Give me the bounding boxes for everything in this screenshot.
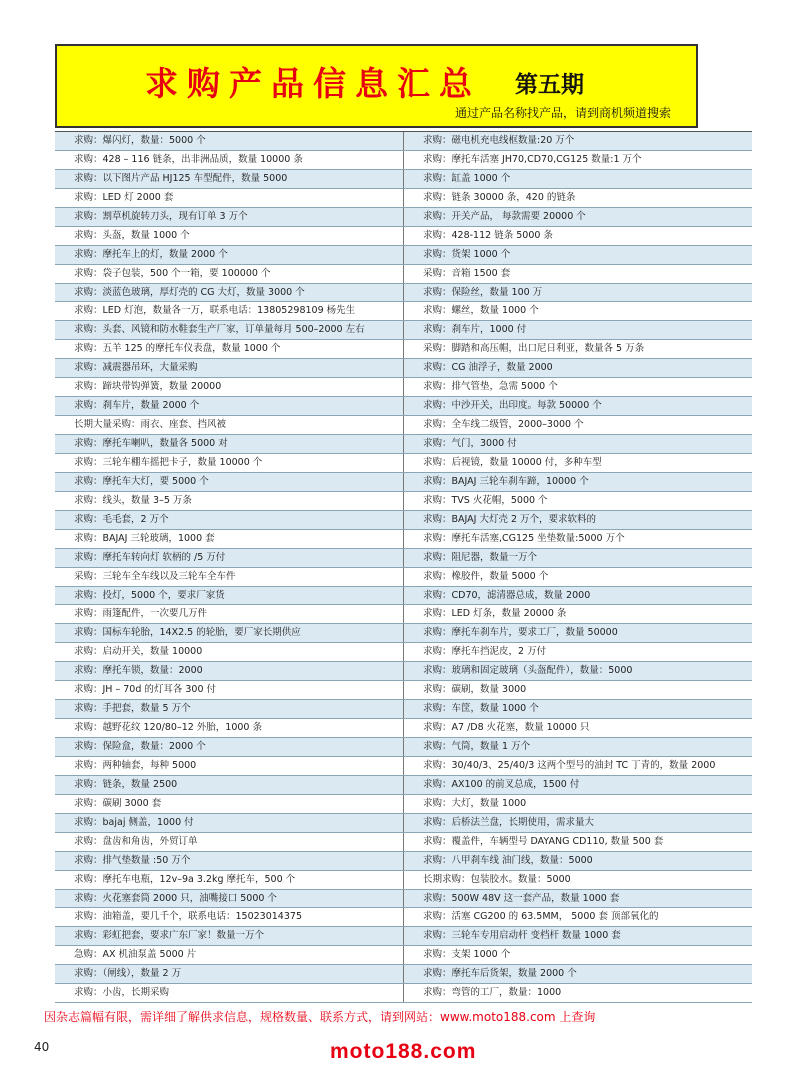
request-right: 求购：气筒，数量 1 万个 [403, 738, 752, 756]
request-left: 求购：三轮车棚车摇把卡子，数量 10000 个 [55, 454, 403, 472]
request-right: 求购：玻璃和固定玻璃（头盔配件），数量：5000 [403, 662, 752, 680]
request-left: 求购：bajaj 侧盖，1000 付 [55, 814, 403, 832]
table-row [55, 359, 752, 378]
table-row [55, 833, 752, 852]
request-left: 急购：AX 机油泵盖 5000 片 [55, 946, 403, 964]
issue-label: 第五期 [515, 72, 584, 98]
table-row [55, 643, 752, 662]
table-row [55, 397, 752, 416]
request-right: 求购：摩托车活塞 JH70,CD70,CG125 数量:1 万个 [403, 151, 752, 169]
request-left: 求购：摩托车上的灯，数量 2000 个 [55, 246, 403, 264]
request-left: 求购：碳刷 3000 套 [55, 795, 403, 813]
table-row [55, 473, 752, 492]
request-right: 求购：AX100 的前叉总成，1500 付 [403, 776, 752, 794]
request-left: 求购：毛毛套，2 万个 [55, 511, 403, 529]
request-left: 求购：428 – 116 链条，出非洲品质，数量 10000 条 [55, 151, 403, 169]
table-row [55, 568, 752, 587]
request-left: 求购：彩虹把套，要求广东厂家！数量一万个 [55, 927, 403, 945]
request-right: 求购：缸盖 1000 个 [403, 170, 752, 188]
request-right: 求购：阻尼器，数量一万个 [403, 549, 752, 567]
table-row [55, 321, 752, 340]
table-row [55, 454, 752, 473]
request-right: 求购：CD70，滤清器总成，数量 2000 [403, 587, 752, 605]
table-row [55, 284, 752, 303]
table-row [55, 132, 752, 151]
request-left: 求购：LED 灯泡，数量各一万，联系电话：13805298109 杨先生 [55, 302, 403, 320]
requests-table [55, 131, 752, 1003]
table-row [55, 378, 752, 397]
table-row [55, 246, 752, 265]
request-right: 求购：排气管垫，急需 5000 个 [403, 378, 752, 396]
request-left: 求购：启动开关，数量 10000 [55, 643, 403, 661]
table-row [55, 738, 752, 757]
table-row [55, 965, 752, 984]
page-title: 求购产品信息汇总 [145, 64, 481, 103]
table-row [55, 776, 752, 795]
table-row [55, 681, 752, 700]
request-left: 求购：减震器吊环，大量采购 [55, 359, 403, 377]
table-row [55, 927, 752, 946]
request-left: 求购：火花塞套筒 2000 只，油嘴接口 5000 个 [55, 890, 403, 908]
request-left: 求购：以下图片产品 HJ125 车型配件，数量 5000 [55, 170, 403, 188]
table-row [55, 852, 752, 871]
request-right: 求购：摩托车挡泥皮，2 万付 [403, 643, 752, 661]
table-row [55, 227, 752, 246]
table-row [55, 530, 752, 549]
request-right: 求购：CG 油浮子，数量 2000 [403, 359, 752, 377]
request-right: 采购：脚踏和高压帽，出口尼日利亚，数量各 5 万条 [403, 340, 752, 358]
table-row [55, 890, 752, 909]
page-number: 40 [34, 1040, 50, 1054]
request-right: 求购：弯管的工厂，数量：1000 [403, 984, 752, 1002]
request-right: 求购：中沙开关，出印度。每款 50000 个 [403, 397, 752, 415]
request-right: 求购：428-112 链条 5000 条 [403, 227, 752, 245]
table-row [55, 302, 752, 321]
table-row [55, 492, 752, 511]
request-left: 长期大量采购：雨衣、座套、挡风被 [55, 416, 403, 434]
request-left: 求购：雨篷配件，一次要几万件 [55, 605, 403, 623]
request-left: 求购：摩托车锁，数量：2000 [55, 662, 403, 680]
request-left: 求购：BAJAJ 三轮玻璃，1000 套 [55, 530, 403, 548]
request-right: 求购：橡胶件，数量 5000 个 [403, 568, 752, 586]
request-left: 求购：爆闪灯，数量：5000 个 [55, 132, 403, 150]
request-right: 求购：螺丝，数量 1000 个 [403, 302, 752, 320]
table-row [55, 549, 752, 568]
footer-note: 因杂志篇幅有限，需详细了解供求信息，规格数量、联系方式，请到网站：www.moto188.com 上查询 [44, 1010, 596, 1024]
request-right: 求购：开关产品， 每款需要 20000 个 [403, 208, 752, 226]
table-row [55, 624, 752, 643]
request-right: 求购：A7 /D8 火花塞，数量 10000 只 [403, 719, 752, 737]
request-right: 求购：三轮车专用启动杆 变档杆 数量 1000 套 [403, 927, 752, 945]
request-left: 求购：五羊 125 的摩托车仪表盘，数量 1000 个 [55, 340, 403, 358]
table-row [55, 605, 752, 624]
request-right: 求购：全车线二级管，2000–3000 个 [403, 416, 752, 434]
table-row [55, 170, 752, 189]
request-right: 求购：摩托车活塞,CG125 坐垫数量:5000 万个 [403, 530, 752, 548]
table-row [55, 340, 752, 359]
table-row [55, 189, 752, 208]
header-banner [55, 44, 698, 128]
table-row [55, 795, 752, 814]
request-right: 求购：活塞 CG200 的 63.5MM， 5000 套 顶部氧化的 [403, 908, 752, 926]
request-right: 求购：刹车片，1000 付 [403, 321, 752, 339]
request-left: 求购：盘齿和角齿，外贸订单 [55, 833, 403, 851]
request-left: 求购：LED 灯 2000 套 [55, 189, 403, 207]
request-right: 求购：碳刷，数量 3000 [403, 681, 752, 699]
request-right: 求购：气门，3000 付 [403, 435, 752, 453]
table-row [55, 416, 752, 435]
request-right: 求购：TVS 火花帽，5000 个 [403, 492, 752, 510]
request-left: 求购：摩托车喇叭，数量各 5000 对 [55, 435, 403, 453]
request-left: 求购：割草机旋转刀头，现有订单 3 万个 [55, 208, 403, 226]
table-row [55, 662, 752, 681]
request-left: 求购：手把套，数量 5 万个 [55, 700, 403, 718]
request-left: 求购：线头，数量 3–5 万条 [55, 492, 403, 510]
search-hint: 通过产品名称找产品，请到商机频道搜索 [455, 106, 672, 120]
request-left: 求购：袋子包装，500 个一箱，要 100000 个 [55, 265, 403, 283]
request-left: 求购：国标车轮胎，14X2.5 的轮胎，要厂家长期供应 [55, 624, 403, 642]
request-right: 求购：支架 1000 个 [403, 946, 752, 964]
request-left: 求购：越野花纹 120/80–12 外胎，1000 条 [55, 719, 403, 737]
request-right: 求购：八甲刹车线 油门线，数量：5000 [403, 852, 752, 870]
table-row [55, 984, 752, 1003]
request-left: 求购：投灯，5000 个，要求厂家货 [55, 587, 403, 605]
request-left: 求购：摩托车电瓶，12v–9a 3.2kg 摩托车，500 个 [55, 871, 403, 889]
request-left: 求购：蹄块带钩弹簧，数量 20000 [55, 378, 403, 396]
brand-logo[interactable]: moto188.com [330, 1040, 477, 1063]
table-row [55, 511, 752, 530]
request-left: 求购：两种轴套，每种 5000 [55, 757, 403, 775]
request-left: 求购：头套、风镜和防水鞋套生产厂家，订单量每月 500–2000 左右 [55, 321, 403, 339]
request-left: 求购：摩托车转向灯 软柄的 /5 万付 [55, 549, 403, 567]
table-row [55, 208, 752, 227]
table-row [55, 435, 752, 454]
request-right: 求购：覆盖件，车辆型号 DAYANG CD110, 数量 500 套 [403, 833, 752, 851]
request-left: 求购：淡蓝色玻璃，厚灯壳的 CG 大灯，数量 3000 个 [55, 284, 403, 302]
table-row [55, 265, 752, 284]
request-right: 求购：大灯，数量 1000 [403, 795, 752, 813]
request-left: 采购：三轮车全车线以及三轮车全车件 [55, 568, 403, 586]
request-left: 求购：油箱盖，要几千个，联系电话：15023014375 [55, 908, 403, 926]
table-row [55, 587, 752, 606]
table-row [55, 757, 752, 776]
request-right: 采购：音箱 1500 套 [403, 265, 752, 283]
request-right: 求购：500W 48V 这一套产品，数量 1000 套 [403, 890, 752, 908]
request-right: 求购：30/40/3、25/40/3 这两个型号的油封 TC 丁青的，数量 2000 [403, 757, 752, 775]
request-left: 求购：链条，数量 2500 [55, 776, 403, 794]
request-left: 求购：（闸线），数量 2 万 [55, 965, 403, 983]
request-right: 求购：链条 30000 条，420 的链条 [403, 189, 752, 207]
request-right: 求购：摩托车刹车片，要求工厂，数量 50000 [403, 624, 752, 642]
request-right: 求购：磁电机充电线框数量:20 万个 [403, 132, 752, 150]
table-row [55, 700, 752, 719]
table-row [55, 908, 752, 927]
table-row [55, 871, 752, 890]
request-right: 求购：车筐，数量 1000 个 [403, 700, 752, 718]
request-right: 求购：后桥法兰盘，长期使用，需求量大 [403, 814, 752, 832]
request-left: 求购：保险盒，数量：2000 个 [55, 738, 403, 756]
request-right: 长期求购：包装胶水。数量：5000 [403, 871, 752, 889]
request-right: 求购：后视镜，数量 10000 付，多种车型 [403, 454, 752, 472]
request-left: 求购：小齿，长期采购 [55, 984, 403, 1002]
request-right: 求购：BAJAJ 三轮车刹车蹄，10000 个 [403, 473, 752, 491]
table-row [55, 814, 752, 833]
request-left: 求购：JH – 70d 的灯耳各 300 付 [55, 681, 403, 699]
request-right: 求购：保险丝，数量 100 万 [403, 284, 752, 302]
request-right: 求购：BAJAJ 大灯壳 2 万个，要求软料的 [403, 511, 752, 529]
table-row [55, 946, 752, 965]
table-row [55, 151, 752, 170]
request-left: 求购：刹车片，数量 2000 个 [55, 397, 403, 415]
table-row [55, 719, 752, 738]
request-right: 求购：摩托车后货架，数量 2000 个 [403, 965, 752, 983]
request-right: 求购：LED 灯条，数量 20000 条 [403, 605, 752, 623]
request-left: 求购：摩托车大灯，要 5000 个 [55, 473, 403, 491]
request-left: 求购：排气垫数量 :50 万个 [55, 852, 403, 870]
request-right: 求购：货架 1000 个 [403, 246, 752, 264]
request-left: 求购：头盔，数量 1000 个 [55, 227, 403, 245]
